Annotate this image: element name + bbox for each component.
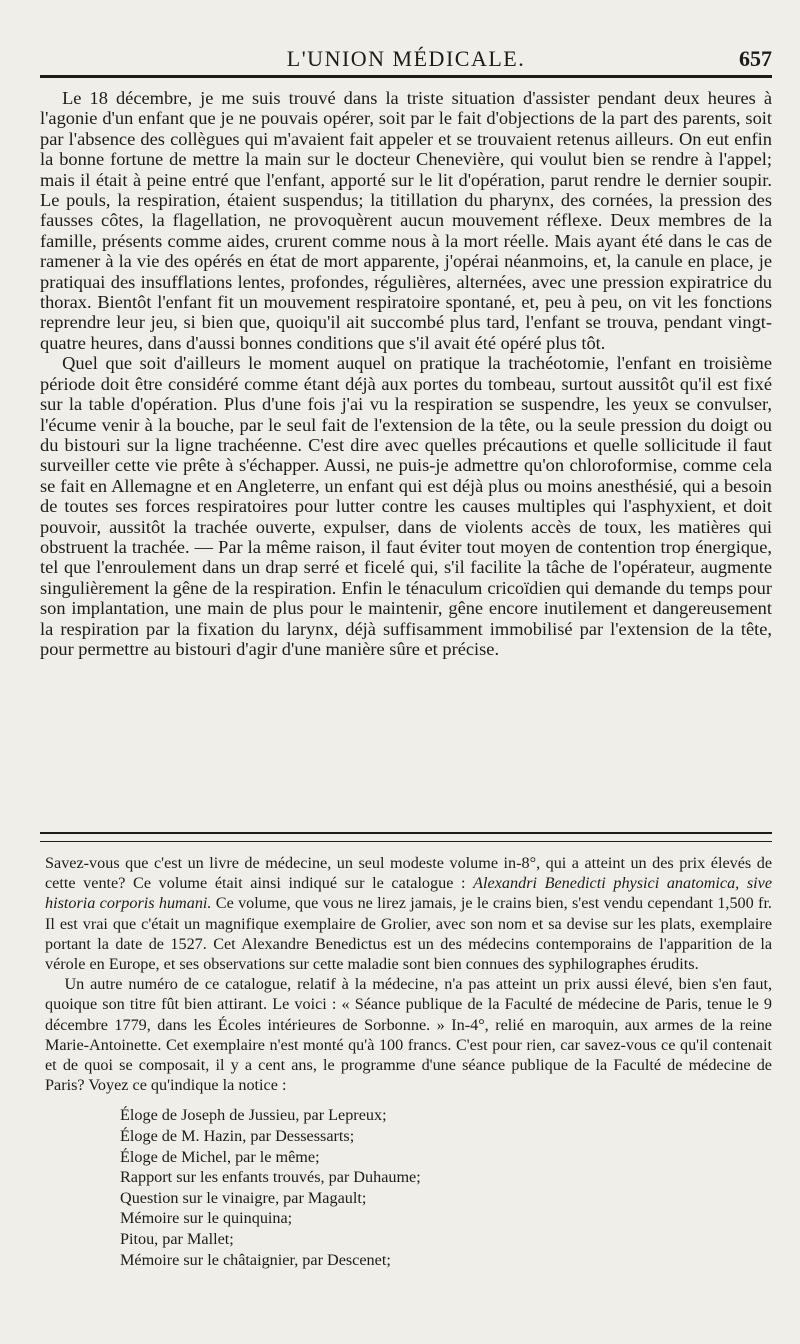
list-item: Pitou, par Mallet; <box>120 1230 234 1248</box>
list-item: Éloge de Michel, par le même; <box>120 1147 320 1166</box>
main-article <box>40 88 772 659</box>
paragraph: Un autre numéro de ce catalogue, relatif à la médecine, n'a pas atteint un prix aussi élevé, bien s'en faut, quoique son titre fût bien attirant. Le voici : « Séance publique de la Faculté de médecine de Paris, tenue le 9 décembre 1779, dans les Écoles intérieures de Sorbonne. » In-4°, relié en maroquin, aux armes de la reine Marie-Antoinette. Cet exemplaire n'est monté qu'à 100 francs. C'est pour rien, car savez-vous ce qu'il contenait et de quoi se composait, il y a cent ans, le programme d'une séance publique de la Faculté de médecine de Paris? Voyez ce qu'indique la notice : <box>45 975 772 1095</box>
paragraph: Quel que soit d'ailleurs le moment auquel on pratique la trachéotomie, l'enfant en troisième période doit être considéré comme étant déjà aux portes du tombeau, surtout aussitôt qu'il est fixé sur la table d'opération. Plus d'une fois j'ai vu la respiration se suspendre, les yeux se convulser, l'écume venir à la bouche, par le seul fait de l'extension de la tête, ou la seule pression du doigt ou du bistouri sur la ligne trachéenne. C'est dire avec quelles précautions et quelle sollicitude il faut surveiller cette vie prête à s'échapper. Aussi, ne puis-je admettre qu'on chloroformise, comme cela se fait en Allemagne et en Angleterre, un enfant qui est déjà plus ou moins anesthésié, qui a besoin de toutes ses forces respiratoires pour lutter contre les causes multiples qui l'asphyxient, et doit pouvoir, aussitôt la trachée ouverte, expulser, dans de violents accès de toux, les matières qui obstruent la trachée. — Par la même raison, il faut éviter tout moyen de contention trop énergique, tel que l'enroulement dans un drap serré et ficelé qui, s'il facilite la tâche de l'opérateur, augmente singulièrement la gêne de la respiration. Enfin le ténaculum cricoïdien qui demande du temps pour son implantation, une main de plus pour le maintenir, gêne encore inutilement et dangereusement la respiration par la fixation du larynx, déjà suffisamment immobilisé par l'extension de la tête, pour permettre au bistouri d'agir d'une manière sûre et précise. <box>40 353 772 659</box>
notice-list <box>120 1105 772 1270</box>
page-number: 657 <box>739 46 772 71</box>
text-run: Ce volume, que vous ne lirez jamais, je le crains bien, s'est vendu cependant 1,500 fr. Il est vrai que c'était un magnifique exemplaire de Grolier, avec son nom et sa devise sur les plats, exemplaire portant la date de 1527. Cet Alexandre Benedictus est un des médecins contemporains de l'apparition de la vérole en Europe, et ses observations sur cette maladie sont bien connues des syphilographes érudits. <box>45 894 772 974</box>
list-item: Question sur le vinaigre, par Magault; <box>120 1188 367 1207</box>
paragraph <box>45 853 772 974</box>
list-item: Éloge de Joseph de Jussieu, par Lepreux; <box>120 1106 387 1125</box>
book-title-italic: Alexandri Benedicti physici anatomica, sive historia corporis humani. <box>45 874 773 913</box>
list-item: Mémoire sur le quinquina; <box>120 1209 293 1228</box>
feuilleton-column <box>45 853 772 1270</box>
list-item: Mémoire sur le châtaignier, par Descenet; <box>120 1250 391 1269</box>
paragraph: Le 18 décembre, je me suis trouvé dans la triste situation d'assister pendant deux heures à l'agonie d'un enfant que je ne pouvais opérer, soit par le fait d'objections de la part des parents, soit par l'absence des collègues qui m'avaient fait appeler et se trouvaient retenus ailleurs. On eut enfin la bonne fortune de mettre la main sur le docteur Chenevière, qui voulut bien se rendre à l'appel; mais il était à peine entré que l'enfant, apporté sur le lit d'opération, parut rendre le dernier soupir. Le pouls, la respiration, étaient suspendus; la titillation du pharynx, des cornées, la pression des fausses côtes, la flagellation, ne provoquèrent aucun mouvement réflexe. Deux membres de la famille, présents comme aides, crurent comme nous à la mort réelle. Mais ayant été dans le cas de ramener à la vie des opérés en état de mort apparente, j'opérai néanmoins, et, la canule en place, je pratiquai des insufflations lentes, profondes, régulières, alternées, avec une pression expiratrice du thorax. Bientôt l'enfant fit un mouvement respiratoire spontané, et, peu à peu, on vit les fonctions reprendre leur jeu, si bien que, quoiqu'il ait succombé plus tard, l'enfant se trouva, pendant vingt-quatre heures, dans d'aussi bonnes conditions que s'il avait été opéré plus tôt. <box>40 88 772 353</box>
list-item: Rapport sur les enfants trouvés, par Duhaume; <box>120 1168 421 1187</box>
list-item: Éloge de M. Hazin, par Dessessarts; <box>120 1127 355 1146</box>
text-run: Savez-vous que c'est un livre de médecine, un seul modeste volume in-8°, qui a atteint un des prix élevés de cette vente? Ce volume était ainsi indiqué sur le catalogue : <box>45 854 772 893</box>
feuilleton-separator <box>40 832 772 842</box>
page-header <box>40 40 772 72</box>
header-rule <box>40 75 772 78</box>
running-title: L'UNION MÉDICALE. <box>286 46 526 71</box>
